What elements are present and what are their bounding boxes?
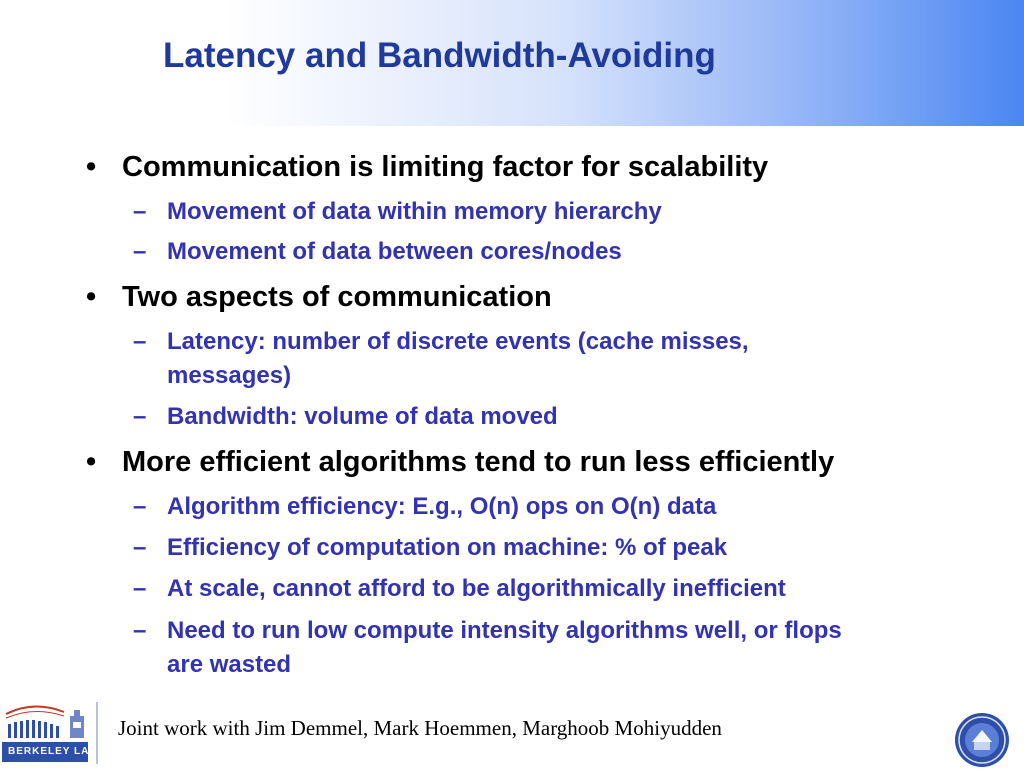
dash-marker: – <box>133 493 147 520</box>
bullet-text: Two aspects of communication <box>122 281 552 313</box>
lab-logo-text: BERKELEY LAB <box>8 746 98 757</box>
sub-bullet-2-1 <box>133 325 749 393</box>
bullet-marker: • <box>86 151 97 183</box>
sub-bullet-text: Latency: number of discrete events (cache misses, <box>167 328 749 355</box>
dash-marker: – <box>133 575 147 602</box>
sub-bullet-text: Movement of data between cores/nodes <box>167 238 622 265</box>
dash-marker: – <box>133 534 147 561</box>
sub-bullet-1-2 <box>133 235 622 269</box>
sub-bullet-3-1 <box>133 490 717 524</box>
dash-marker: – <box>133 238 147 265</box>
footer-credit: Joint work with Jim Demmel, Mark Hoemmen, Marghoob Mohiyudden <box>118 716 722 740</box>
sub-bullet-text: Bandwidth: volume of data moved <box>167 403 558 430</box>
sub-bullet-text: Efficiency of computation on machine: % of peak <box>167 534 728 561</box>
sub-bullet-2-2 <box>133 400 558 434</box>
sub-bullet-1-1 <box>133 195 662 229</box>
dash-marker: – <box>133 403 147 430</box>
bullet-marker: • <box>86 281 97 313</box>
bullet-3 <box>86 446 835 479</box>
slide-title: Latency and Bandwidth-Avoiding <box>163 36 716 75</box>
bullet-2 <box>86 281 552 314</box>
sub-bullet-3-2 <box>133 531 728 565</box>
bullet-marker: • <box>86 446 97 478</box>
sub-bullet-3-4 <box>133 614 842 682</box>
bullet-1 <box>86 151 769 184</box>
berkeley-lab-logo <box>0 700 100 766</box>
dash-marker: – <box>133 198 147 225</box>
sub-bullet-text-cont: messages) <box>167 362 292 389</box>
bullet-text: More efficient algorithms tend to run less efficiently <box>122 446 835 478</box>
sub-bullet-text: At scale, cannot afford to be algorithmically inefficient <box>167 575 786 602</box>
sub-bullet-3-3 <box>133 572 786 606</box>
sub-bullet-text-cont: are wasted <box>167 651 292 678</box>
dash-marker: – <box>133 328 147 355</box>
sub-bullet-text: Movement of data within memory hierarchy <box>167 198 662 225</box>
sub-bullet-text: Algorithm efficiency: E.g., O(n) ops on O(n) data <box>167 493 717 520</box>
university-seal-icon <box>954 712 1010 768</box>
bullet-text: Communication is limiting factor for scalability <box>122 151 769 183</box>
sub-bullet-text: Need to run low compute intensity algorithms well, or flops <box>167 617 842 644</box>
dash-marker: – <box>133 617 147 644</box>
